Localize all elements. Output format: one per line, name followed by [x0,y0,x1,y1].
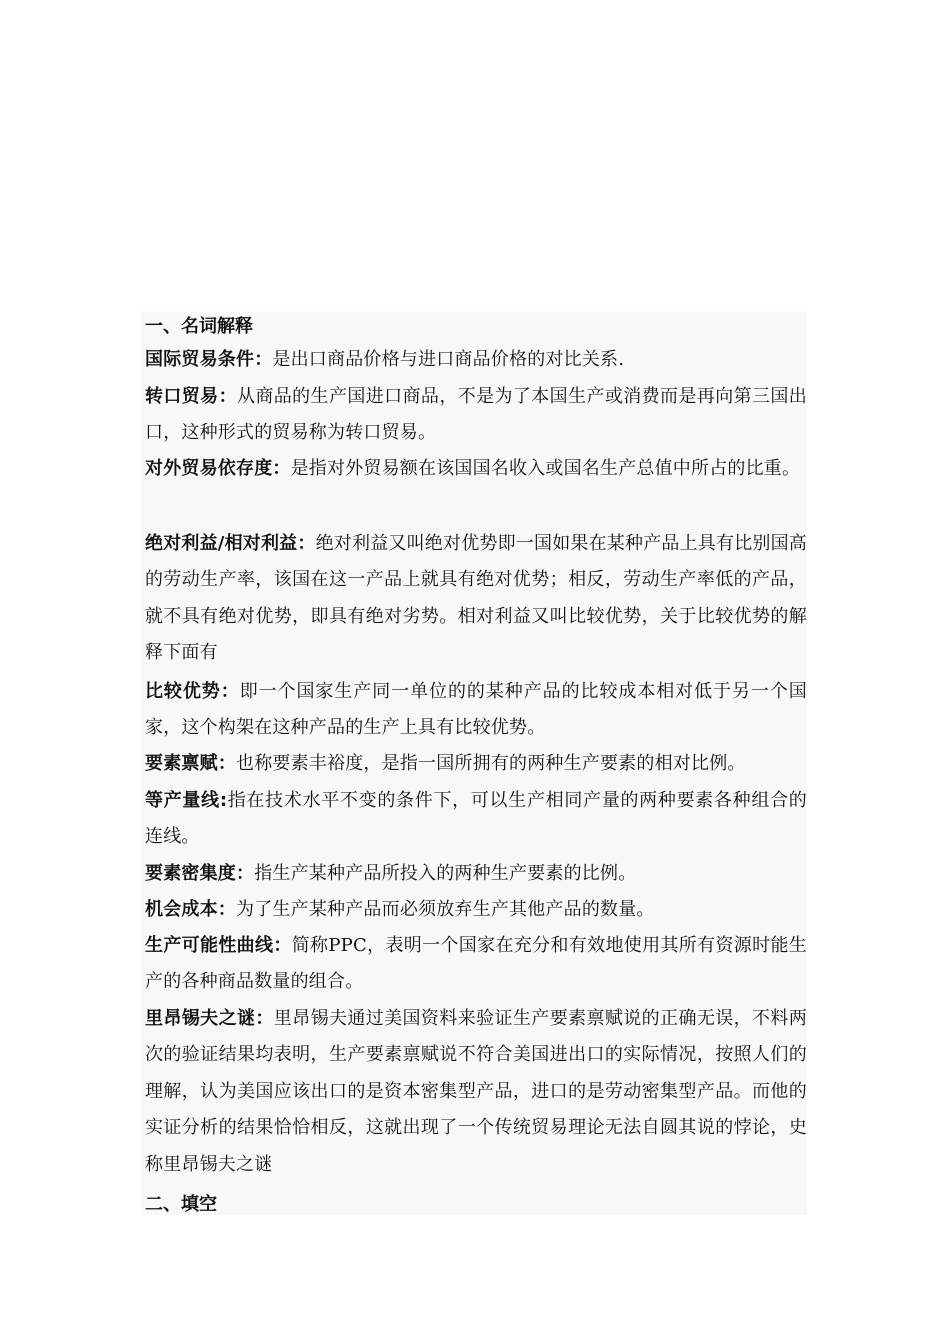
entry-term: 转口贸易 [145,386,219,407]
entry-definition: 从商品的生产国进口商品，不是为了本国生产或消费而是再向第三国出口，这种形式的贸易称为转口贸易。 [145,386,807,444]
definition-entry [145,746,807,782]
entry-definition: 里昂锡夫通过美国资料来验证生产要素禀赋说的正确无误，不料两次的验证结果均表明，生产要素禀赋说不符合美国进出口的实际情况，按照人们的理解，认为美国应该出口的是资本密集型产品，进口的是劳动密集型产品。而他的实证分析的结果恰恰相反，这就出现了一个传统贸易理论无法自圆其说的悖论，史称里昂锡夫之谜 [145,1008,808,1175]
section-heading-definitions: 一、名词解释 [145,316,253,337]
entry-definition: 为了生产某种产品而必须放弃生产其他产品的数量。 [236,899,655,920]
entry-separator: ： [273,935,292,956]
entry-term: 国际贸易条件 [145,349,255,370]
entry-separator: ： [255,1008,274,1029]
entry-definition: 也称要素丰裕度，是指一国所拥有的两种生产要素的相对比例。 [236,753,746,774]
entry-separator: ： [218,386,237,407]
entry-separator: ： [236,863,255,884]
entry-term: 要素禀赋 [145,753,218,774]
definition-entry [145,928,807,1001]
entry-separator: ： [254,349,273,370]
entry-definition: 简称PPC，表明一个国家在充分和有效地使用其所有资源时能生产的各种商品数量的组合。 [145,935,808,993]
definition-entry [145,342,807,378]
definition-entry [145,856,807,892]
entry-term: 等产量线 [145,790,220,811]
entry-definition: 是出口商品价格与进口商品价格的对比关系. [272,349,625,370]
definition-entry [145,379,807,452]
entry-separator: ： [297,533,316,554]
entry-separator: ： [217,899,237,920]
entry-definition: 指在技术水平不变的条件下，可以生产相同产量的两种要素各种组合的连线。 [145,790,807,848]
entry-separator: ： [272,458,291,479]
definition-entry [145,892,807,928]
entry-term: 绝对利益/相对利益 [145,533,298,554]
definition-entry [145,526,807,672]
definition-entry [145,674,807,747]
section-heading-fill-in: 二、填空 [145,1194,217,1215]
entry-term: 机会成本 [145,899,218,920]
entry-term: 比较优势 [145,681,221,702]
entry-definition: 绝对利益又叫绝对优势即一国如果在某种产品上具有比别国高的劳动生产率，该国在这一产品上就具有绝对优势；相反，劳动生产率低的产品，就不具有绝对优势，即具有绝对劣势。相对利益又叫比较优势，关于比较优势的解释下面有 [145,533,808,664]
entry-term: 要素密集度 [145,863,236,884]
definition-entry [145,783,807,856]
entry-term: 生产可能性曲线 [145,935,274,956]
entry-term: 对外贸易依存度 [145,458,273,479]
entry-separator: ： [217,753,237,774]
entry-separator: : [219,790,228,811]
definition-entry [145,451,807,487]
entry-separator: ： [220,681,240,702]
entry-definition: 是指对外贸易额在该国国名收入或国名生产总值中所占的比重。 [290,458,801,479]
entry-definition: 即一个国家生产同一单位的的某种产品的比较成本相对低于另一个国家，这个构架在这种产品的生产上具有比较优势。 [145,681,807,739]
entry-term: 里昂锡夫之谜 [145,1008,256,1029]
entry-definition: 指生产某种产品所投入的两种生产要素的比例。 [254,863,637,884]
definition-entry [145,1001,807,1183]
